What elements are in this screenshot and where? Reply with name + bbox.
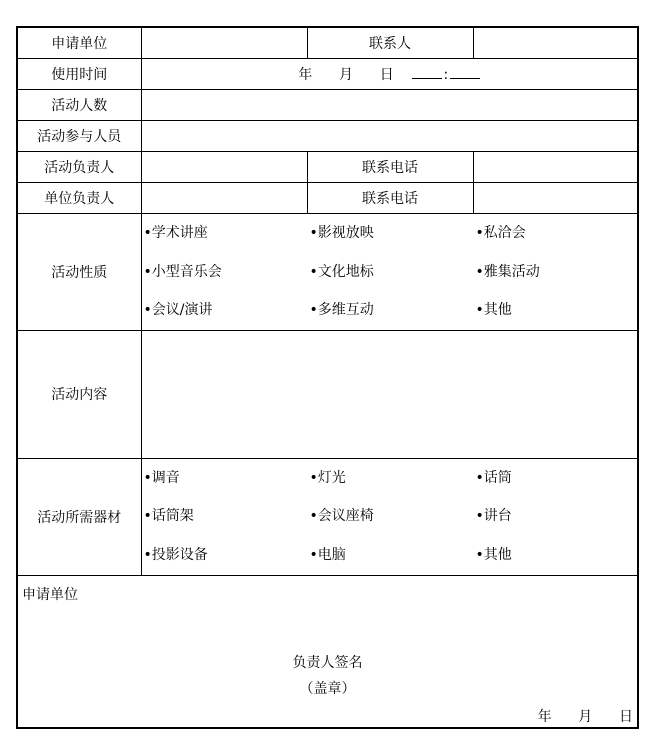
- contact-person-label: 联系人: [307, 27, 473, 59]
- equipment-option[interactable]: •调音: [143, 469, 180, 486]
- signature-area[interactable]: [17, 575, 638, 728]
- nature-option[interactable]: •小型音乐会: [143, 263, 222, 280]
- row-unit-leader: [17, 183, 638, 214]
- activity-content-label: 活动内容: [17, 330, 141, 458]
- applicant-unit-field[interactable]: [141, 27, 307, 59]
- sig-year: 年: [537, 708, 552, 725]
- equipment-option[interactable]: •投影设备: [143, 546, 208, 563]
- minute-blank[interactable]: [450, 66, 480, 79]
- signer-label: 负责人签名: [292, 654, 363, 671]
- sig-day: 日: [619, 708, 633, 725]
- seal-label: （盖章）: [299, 680, 356, 697]
- equipment-options: [141, 458, 638, 575]
- equipment-option[interactable]: •其他: [475, 546, 512, 563]
- time-year: 年: [298, 67, 313, 83]
- sig-month: 月: [578, 708, 593, 725]
- activity-nature-options: [141, 214, 638, 331]
- contact-phone-field-1[interactable]: [473, 152, 638, 183]
- equipment-option[interactable]: •讲台: [475, 508, 512, 525]
- equipment-option[interactable]: •灯光: [309, 469, 346, 486]
- contact-phone-label-1: 联系电话: [307, 152, 473, 183]
- equipment-option[interactable]: •电脑: [309, 546, 346, 563]
- participants-label: 活动参与人员: [17, 121, 141, 152]
- participants-field[interactable]: [141, 121, 638, 152]
- applicant-unit-label: 申请单位: [17, 27, 141, 59]
- nature-option[interactable]: •文化地标: [309, 263, 374, 280]
- time-day: 日: [379, 67, 394, 83]
- row-activity-content: [17, 330, 638, 458]
- unit-leader-field[interactable]: [141, 183, 307, 214]
- contact-phone-field-2[interactable]: [473, 183, 638, 214]
- participant-count-label: 活动人数: [17, 90, 141, 121]
- unit-leader-label: 单位负责人: [17, 183, 141, 214]
- equipment-option[interactable]: •话筒: [475, 469, 512, 486]
- row-use-time: [17, 59, 638, 90]
- nature-option[interactable]: •雅集活动: [475, 263, 540, 280]
- nature-option[interactable]: •影视放映: [309, 225, 374, 241]
- signature-date: [538, 706, 633, 726]
- row-participants: [17, 121, 638, 152]
- row-activity-nature: [17, 214, 638, 331]
- nature-option[interactable]: •会议/演讲: [143, 302, 213, 319]
- nature-option[interactable]: •私洽会: [475, 225, 526, 241]
- activity-leader-field[interactable]: [141, 152, 307, 183]
- application-form: [16, 26, 639, 729]
- use-time-label: 使用时间: [17, 59, 141, 90]
- hour-blank[interactable]: [412, 66, 442, 79]
- row-activity-leader: [17, 152, 638, 183]
- row-participant-count: [17, 90, 638, 121]
- signature-unit-label: 申请单位: [22, 586, 78, 603]
- activity-content-field[interactable]: [141, 330, 638, 458]
- activity-nature-label: 活动性质: [17, 214, 141, 331]
- equipment-option[interactable]: •话筒架: [143, 508, 194, 525]
- nature-option[interactable]: •学术讲座: [143, 225, 208, 241]
- activity-leader-label: 活动负责人: [17, 152, 141, 183]
- row-signature: [17, 575, 638, 728]
- nature-option[interactable]: •其他: [475, 302, 512, 319]
- nature-option[interactable]: •多维互动: [309, 302, 374, 319]
- row-applicant-unit: [17, 27, 638, 59]
- time-month: 月: [338, 67, 353, 83]
- use-time-field[interactable]: [141, 59, 638, 90]
- contact-person-field[interactable]: [473, 27, 638, 59]
- equipment-label: 活动所需器材: [17, 458, 141, 575]
- time-colon: :: [443, 67, 449, 83]
- row-equipment: [17, 458, 638, 575]
- equipment-option[interactable]: •会议座椅: [309, 508, 374, 525]
- contact-phone-label-2: 联系电话: [307, 183, 473, 214]
- participant-count-field[interactable]: [141, 90, 638, 121]
